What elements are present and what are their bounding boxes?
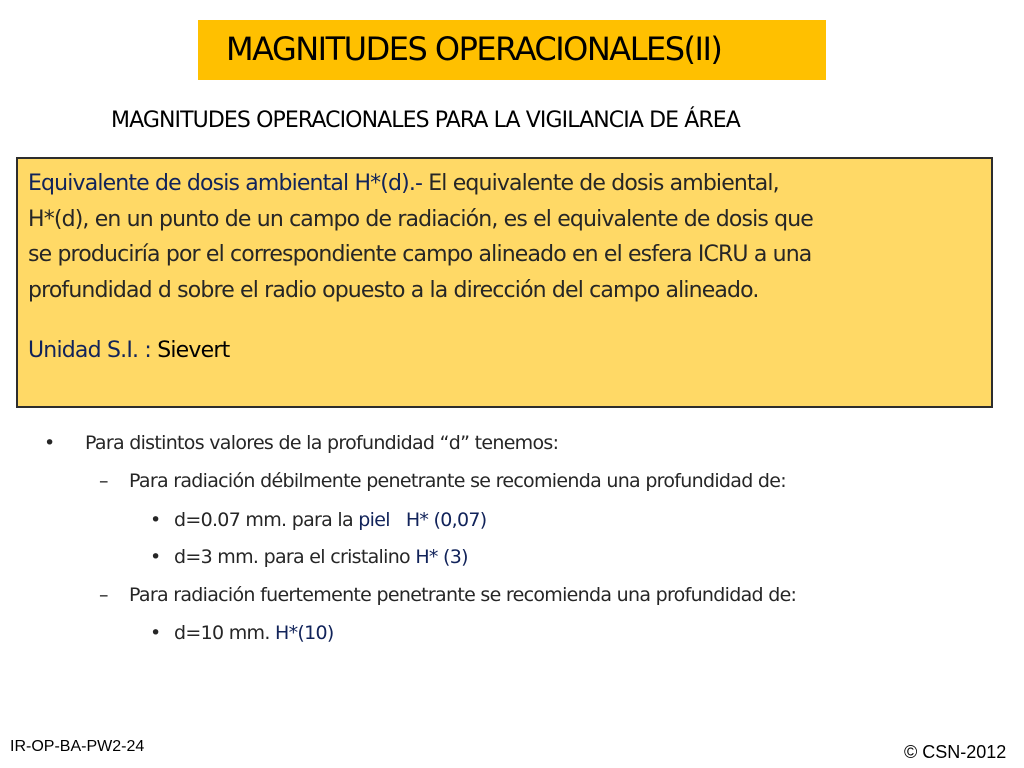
bullet-intro-text: Para distintos valores de la profundidad “d” tenemos:: [85, 432, 559, 454]
definition-line-1: [28, 166, 988, 202]
bullet-marker: •: [150, 622, 161, 644]
definition-line-4: profundidad d sobre el radio opuesto a la dirección del campo alineado.: [28, 277, 759, 303]
bullet-marker: •: [44, 432, 55, 454]
skin-symbol: H* (0,07): [405, 509, 487, 531]
deep-prefix: d=10 mm.: [174, 622, 275, 644]
bullet-marker: •: [150, 509, 161, 531]
bullet-strong-text: Para radiación fuertemente penetrante se recomienda una profundidad de:: [129, 584, 797, 606]
definition-line-3: se produciría por el correspondiente campo alineado en el esfera ICRU a una: [28, 242, 812, 268]
dash-marker: –: [99, 470, 108, 492]
bullet-marker: •: [150, 546, 161, 568]
skin-word: piel: [358, 509, 390, 531]
bullet-lens-text: [174, 546, 468, 568]
si-unit-value: Sievert: [157, 338, 230, 363]
dash-marker: –: [99, 584, 108, 606]
deep-symbol: H*(10): [275, 622, 334, 644]
lens-prefix: d=3 mm. para el cristalino: [174, 546, 416, 568]
bullet-skin-text: [174, 509, 487, 531]
slide-code: IR-OP-BA-PW2-24: [10, 738, 145, 755]
lens-symbol: H* (3): [415, 546, 468, 568]
definition-line-1-rest: El equivalente de dosis ambiental,: [422, 171, 779, 196]
slide-subtitle: MAGNITUDES OPERACIONALES PARA LA VIGILANCIA DE ÁREA: [111, 108, 740, 133]
si-unit-label: Unidad S.I. :: [28, 338, 158, 363]
slide-title: MAGNITUDES OPERACIONALES(II): [226, 30, 722, 68]
skin-prefix: d=0.07 mm. para la: [174, 509, 359, 531]
si-unit: [28, 338, 229, 363]
definition-line-2: H*(d), en un punto de un campo de radiación, es el equivalente de dosis que: [28, 206, 813, 232]
skin-gap: [390, 509, 406, 531]
definition-text: [28, 166, 988, 308]
definition-term: Equivalente de dosis ambiental H*(d).-: [28, 171, 423, 196]
bullet-weak-text: Para radiación débilmente penetrante se recomienda una profundidad de:: [129, 470, 786, 492]
copyright: © CSN-2012: [904, 742, 1007, 762]
bullet-deep-text: [174, 622, 334, 644]
